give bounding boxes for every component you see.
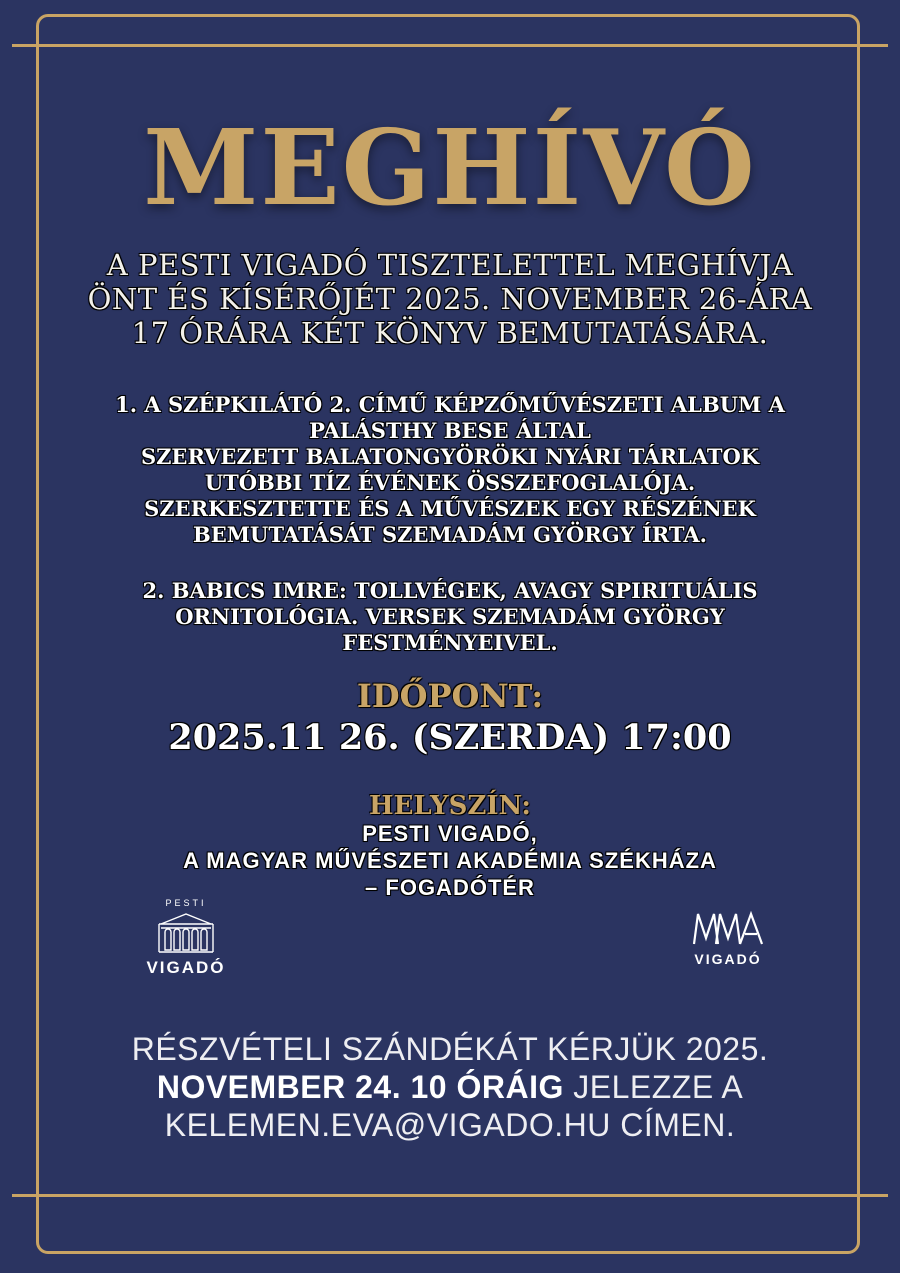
book-line: 1. A SZÉPKILÁTÓ 2. CÍMŰ KÉPZŐMŰVÉSZETI ALBUM A <box>115 392 785 417</box>
pesti-vigado-logo <box>138 898 234 978</box>
intro-line: ÖNT ÉS KÍSÉRŐJÉT 2025. NOVEMBER 26-ÁRA <box>87 282 813 316</box>
invitation-title: MEGHÍVÓ <box>143 106 757 229</box>
place-line: – FOGADÓTÉR <box>365 875 535 900</box>
book-line: PALÁSTHY BESE ÁLTAL <box>309 418 591 443</box>
book-line: 2. BABICS IMRE: TOLLVÉGEK, AVAGY SPIRITUÁLIS <box>142 578 758 603</box>
book-line: UTÓBBI TÍZ ÉVÉNEK ÖSSZEFOGLALÓJA. <box>204 470 696 495</box>
rsvp-email-line: KELEMEN.EVA@VIGADO.HU CÍMEN. <box>164 1107 736 1143</box>
mma-logo-icon <box>688 910 768 946</box>
time-value: 2025.11 26. (SZERDA) 17:00 <box>168 717 732 758</box>
rsvp-line: RÉSZVÉTELI SZÁNDÉKÁT KÉRJÜK 2025. <box>131 1031 769 1067</box>
vigado-building-icon <box>157 910 215 954</box>
book-line: SZERVEZETT BALATONGYÖRÖKI NYÁRI TÁRLATOK <box>140 444 760 469</box>
place-text <box>0 820 900 901</box>
logo-name: VIGADÓ <box>694 951 762 967</box>
rsvp-line-rest: JELEZZE A <box>563 1069 744 1105</box>
book-one-description <box>90 392 810 548</box>
rsvp-deadline: NOVEMBER 24. 10 ÓRÁIG <box>156 1069 564 1105</box>
book-line: FESTMÉNYEIVEL. <box>342 630 558 655</box>
place-line: PESTI VIGADÓ, <box>362 821 538 846</box>
rsvp-line <box>0 1068 900 1106</box>
book-line: ORNITOLÓGIA. VERSEK SZEMADÁM GYÖRGY <box>175 604 725 629</box>
logo-name: VIGADÓ <box>146 958 226 977</box>
logo-top-text: PESTI <box>165 898 207 908</box>
time-label: IDŐPONT: <box>356 677 544 715</box>
book-line: BEMUTATÁSÁT SZEMADÁM GYÖRGY ÍRTA. <box>193 522 707 547</box>
place-line: A MAGYAR MŰVÉSZETI AKADÉMIA SZÉKHÁZA <box>183 848 717 873</box>
frame-bottom-line <box>12 1194 888 1197</box>
place-label: HELYSZÍN: <box>369 791 531 821</box>
book-line: SZERKESZTETTE ÉS A MŰVÉSZEK EGY RÉSZÉNEK <box>144 496 756 521</box>
intro-line: A PESTI VIGADÓ TISZTELETTEL MEGHÍVJA <box>106 248 794 282</box>
rsvp-text <box>0 1030 900 1144</box>
mma-vigado-logo <box>680 910 776 968</box>
frame-top-line <box>12 44 888 47</box>
book-two-description <box>90 578 810 656</box>
intro-line: 17 ÓRÁRA KÉT KÖNYV BEMUTATÁSÁRA. <box>131 316 769 350</box>
intro-text <box>0 248 900 350</box>
